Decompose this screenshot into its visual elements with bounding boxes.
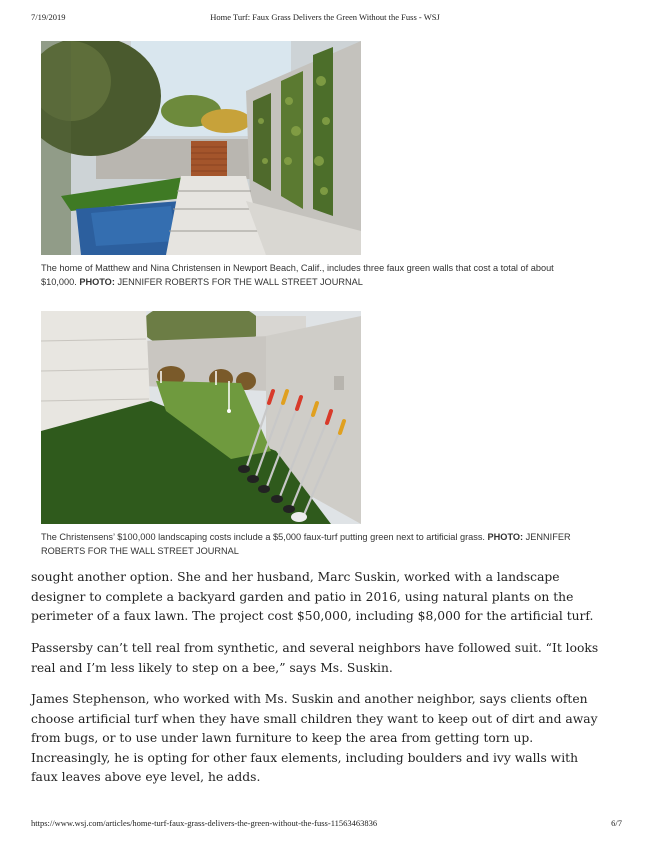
photo-credit: JENNIFER ROBERTS FOR THE WALL STREET JOURNAL [117, 277, 363, 287]
print-page-title: Home Turf: Faux Grass Delivers the Green Without the Fuss - WSJ [210, 12, 440, 22]
caption-text: The home of Matthew and Nina Christensen in Newport Beach, Calif., includes three faux green walls that cost a total of about $10,000. [41, 263, 554, 287]
print-date: 7/19/2019 [31, 12, 66, 22]
photo-caption [41, 530, 586, 558]
article-paragraph [31, 690, 606, 788]
photo-credit-label: PHOTO: [487, 532, 524, 542]
photo-putting-green [41, 311, 361, 524]
paragraph-text: Passersby can’t tell real from synthetic, and several neighbors have followed suit. “It looks real and I’m less likely to step on a bee,” says Ms. Suskin. [31, 641, 599, 675]
photo-credit-label: PHOTO: [79, 277, 115, 287]
article-paragraph [31, 568, 606, 627]
article-paragraph [31, 639, 606, 678]
caption-text: The Christensens’ $100,000 landscaping costs include a $5,000 faux-turf putting green next to artificial grass. [41, 532, 485, 542]
page-number: 6/7 [611, 818, 622, 828]
article-url: https://www.wsj.com/articles/home-turf-faux-grass-delivers-the-green-without-the-fuss-11563463836 [31, 818, 378, 828]
paragraph-text: James Stephenson, who worked with Ms. Suskin and another neighbor, says clients often choose artificial turf when they have small children they want to keep out of dirt and away from bugs, or to use under lawn furniture to keep the area from getting torn up. Increasingly, he is opting for other faux elements, including boulders and ivy walls with faux leaves above eye level, he adds. [31, 692, 598, 784]
photo-credit: JENNIFER ROBERTS FOR THE WALL STREET JOURNAL [41, 532, 571, 556]
paragraph-text: sought another option. She and her husband, Marc Suskin, worked with a landscape designer to complete a backyard garden and patio in 2016, using natural plants on the perimeter of a faux lawn. The project cost $50,000, including $8,000 for the artificial turf. [31, 570, 594, 623]
photo-green-walls [41, 41, 361, 255]
photo-caption [41, 261, 586, 289]
